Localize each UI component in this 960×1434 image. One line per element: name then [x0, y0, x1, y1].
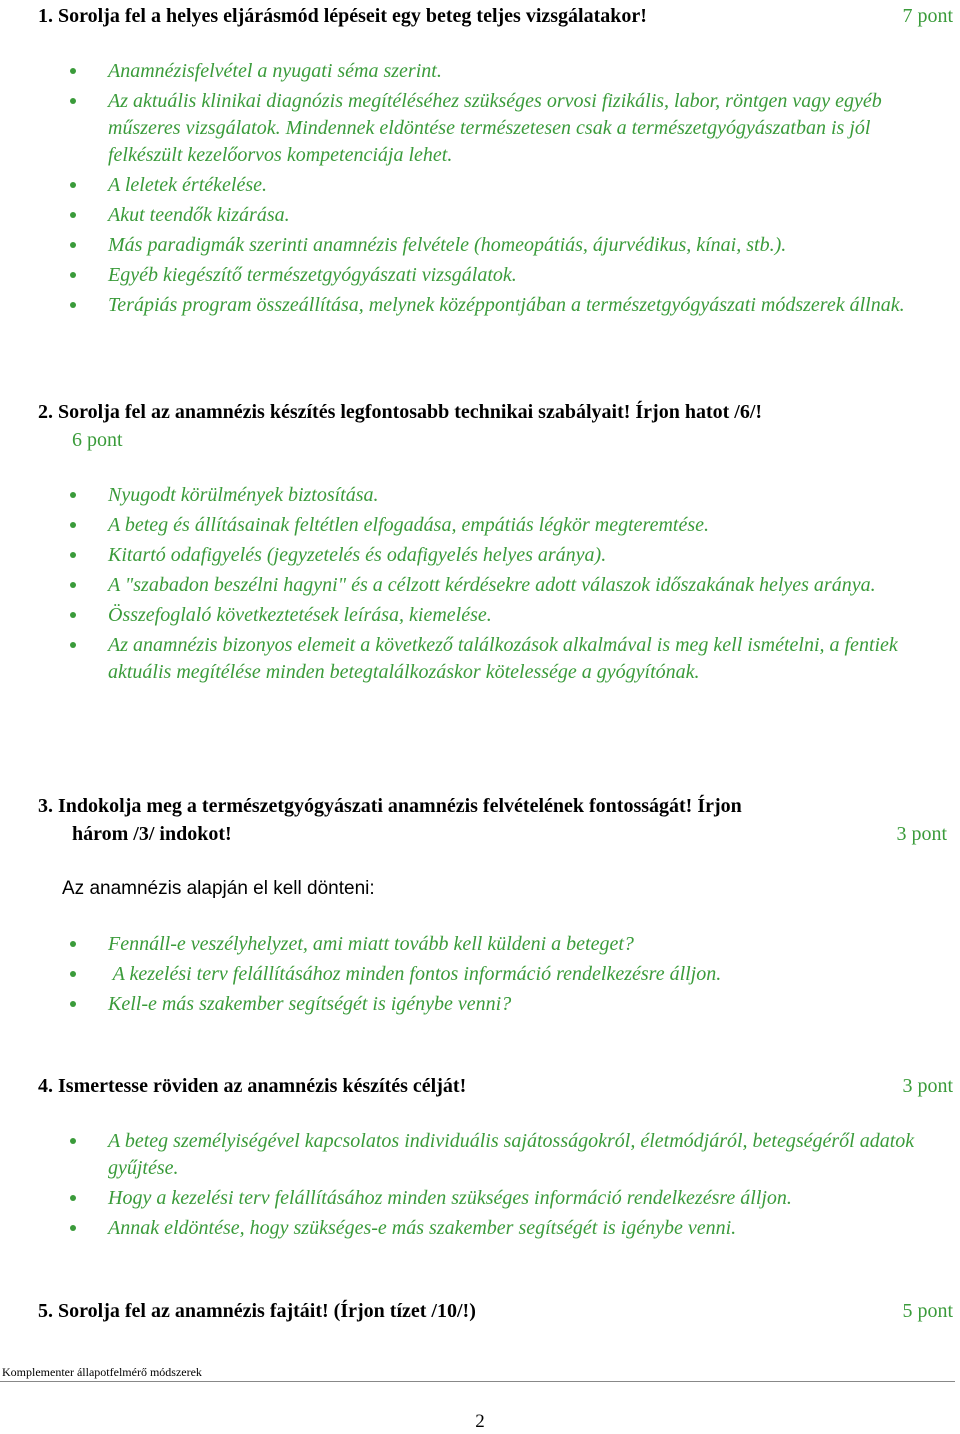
bullet-icon: [70, 68, 76, 74]
question-1-answers: [68, 58, 948, 322]
question-3-intro: Az anamnézis alapján el kell dönteni:: [62, 878, 375, 899]
bullet-icon: [70, 302, 76, 308]
list-item: Az aktuális klinikai diagnózis megítéléséhez szükséges orvosi fizikális, labor, röntgen vagy egyéb műszeres vizsgálatok. Mindennek eldöntése természetesen csak a természetgyógyászatban is jól felkészült kezelőorvos kompetenciája lehet.: [68, 88, 948, 169]
bullet-icon: [70, 612, 76, 618]
list-item: Annak eldöntése, hogy szükséges-e más szakember segítségét is igénybe venni.: [68, 1215, 948, 1242]
bullet-icon: [70, 1225, 76, 1231]
list-item: Fennáll-e veszélyhelyzet, ami miatt tovább kell küldeni a beteget?: [68, 931, 948, 958]
list-item: Kell-e más szakember segítségét is igénybe venni?: [68, 991, 948, 1018]
question-3-answers: [68, 931, 948, 1021]
question-1: [38, 2, 953, 30]
question-1-title: 1. Sorolja fel a helyes eljárásmód lépéseit egy beteg teljes vizsgálatakor!: [38, 5, 647, 27]
list-item: Egyéb kiegészítő természetgyógyászati vizsgálatok.: [68, 262, 948, 289]
bullet-icon: [70, 182, 76, 188]
question-1-points: 7 pont: [902, 5, 953, 27]
list-item: Az anamnézis bizonyos elemeit a következő találkozások alkalmával is meg kell ismételni, a fentiek aktuális megítélése minden betegtalálkozáskor kötelessége a gyógyítónak.: [68, 632, 948, 686]
question-3-title-line-2: három /3/ indokot!: [72, 823, 232, 845]
page-footer: Komplementer állapotfelmérő módszerek: [2, 1365, 202, 1379]
list-item: A leletek értékelése.: [68, 172, 948, 199]
list-item: Nyugodt körülmények biztosítása.: [68, 482, 948, 509]
list-item: A kezelési terv felállításához minden fontos információ rendelkezésre álljon.: [68, 961, 948, 988]
list-item: Terápiás program összeállítása, melynek középpontjában a természetgyógyászati módszerek állnak.: [68, 292, 948, 319]
list-item: Összefoglaló következtetések leírása, kiemelése.: [68, 602, 948, 629]
question-2-title: 2. Sorolja fel az anamnézis készítés legfontosabb technikai szabályait! Írjon hatot /6/!: [38, 401, 763, 423]
question-4-points: 3 pont: [902, 1075, 953, 1097]
list-item: Akut teendők kizárása.: [68, 202, 948, 229]
bullet-icon: [70, 1138, 76, 1144]
question-5-points: 5 pont: [902, 1300, 953, 1322]
question-3-title-line-1: 3. Indokolja meg a természetgyógyászati anamnézis felvételének fontosságát! Írjon: [38, 795, 742, 817]
question-3-points: 3 pont: [896, 823, 947, 845]
bullet-icon: [70, 552, 76, 558]
bullet-icon: [70, 98, 76, 104]
bullet-icon: [70, 582, 76, 588]
bullet-icon: [70, 642, 76, 648]
list-item: A beteg és állításainak feltétlen elfogadása, empátiás légkör megteremtése.: [68, 512, 948, 539]
footer-divider: [0, 1381, 955, 1382]
bullet-icon: [70, 522, 76, 528]
bullet-icon: [70, 971, 76, 977]
question-2-points: 6 pont: [72, 429, 123, 451]
question-4: [38, 1072, 953, 1100]
list-item: A "szabadon beszélni hagyni" és a célzott kérdésekre adott válaszok időszakának helyes aránya.: [68, 572, 948, 599]
list-item: Anamnézisfelvétel a nyugati séma szerint.: [68, 58, 948, 85]
question-5: [38, 1297, 953, 1325]
question-3: [38, 792, 953, 848]
list-item: Más paradigmák szerinti anamnézis felvétele (homeopátiás, ájurvédikus, kínai, stb.).: [68, 232, 948, 259]
list-item: Hogy a kezelési terv felállításához minden szükséges információ rendelkezésre álljon.: [68, 1185, 948, 1212]
bullet-icon: [70, 272, 76, 278]
list-item: A beteg személyiségével kapcsolatos individuális sajátosságokról, életmódjáról, betegségéről adatok gyűjtése.: [68, 1128, 948, 1182]
page-number: 2: [475, 1411, 485, 1432]
question-2: [38, 398, 953, 454]
question-2-answers: [68, 482, 948, 689]
bullet-icon: [70, 941, 76, 947]
bullet-icon: [70, 212, 76, 218]
bullet-icon: [70, 1195, 76, 1201]
question-5-title: 5. Sorolja fel az anamnézis fajtáit! (Írjon tízet /10/!): [38, 1300, 476, 1322]
bullet-icon: [70, 242, 76, 248]
bullet-icon: [70, 1001, 76, 1007]
bullet-icon: [70, 492, 76, 498]
question-4-answers: [68, 1128, 948, 1245]
question-4-title: 4. Ismertesse röviden az anamnézis készítés célját!: [38, 1075, 467, 1097]
list-item: Kitartó odafigyelés (jegyzetelés és odafigyelés helyes aránya).: [68, 542, 948, 569]
